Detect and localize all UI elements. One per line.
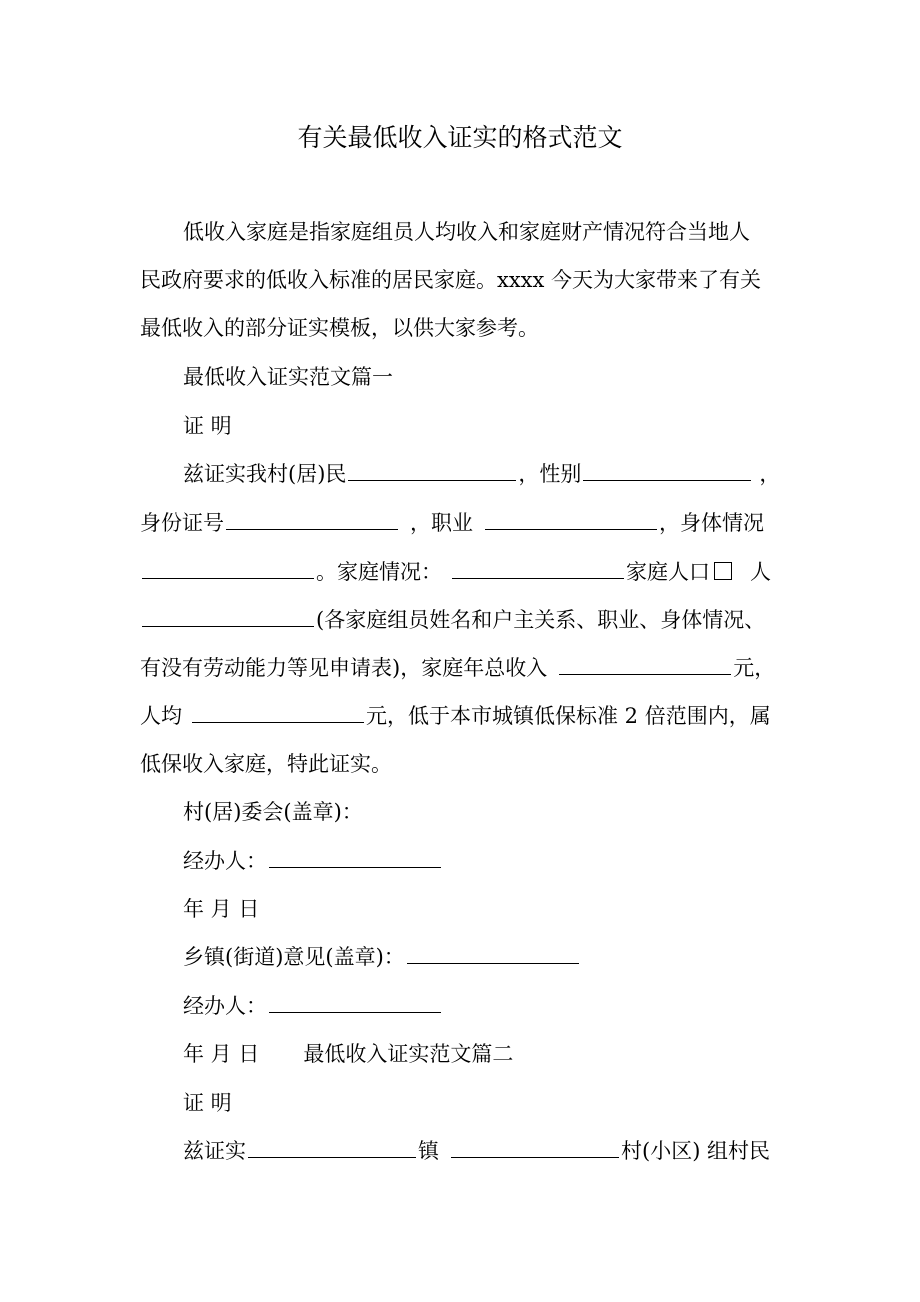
occupation-blank[interactable]	[485, 507, 657, 530]
intro-line-3: 最低收入的部分证实模板，以供大家参考。	[140, 316, 539, 340]
township-opinion-line	[183, 941, 790, 973]
handler-line-1	[183, 845, 790, 877]
section2-cert-label: 证 明	[183, 1091, 232, 1115]
id-number-blank[interactable]	[226, 507, 398, 530]
section2-heading: 最低收入证实范文篇二	[303, 1042, 514, 1066]
text: 兹证实我村(居)民	[183, 462, 347, 486]
section1-para-line-1	[183, 458, 790, 490]
handler-blank-2[interactable]	[269, 990, 441, 1013]
committee-seal-label: 村(居)委会(盖章)：	[183, 800, 363, 824]
handler-line-2	[183, 990, 790, 1022]
text: 人	[750, 560, 771, 584]
checkbox-square-icon	[714, 562, 732, 580]
intro-line-2: 民政府要求的低收入标准的居民家庭。xxxx 今天为大家带来了有关	[140, 268, 762, 292]
date-line-2	[183, 1038, 790, 1070]
text: 村(小区) 组村民	[621, 1139, 771, 1163]
section1-para-line-7: 低保收入家庭，特此证实。	[140, 752, 392, 776]
text: 人均	[140, 704, 182, 728]
text: 元，低于本市城镇低保标准 2 倍范围内，属	[366, 704, 771, 728]
section1-cert-label: 证 明	[183, 414, 232, 438]
text: 乡镇(街道)意见(盖章)：	[183, 945, 405, 969]
family-situation-blank[interactable]	[452, 556, 624, 579]
township-opinion-blank[interactable]	[407, 941, 579, 964]
name-blank[interactable]	[348, 458, 516, 481]
date-line-1: 年 月 日	[183, 897, 260, 921]
text: 兹证实	[183, 1139, 246, 1163]
text: 经办人：	[183, 849, 267, 873]
section2-para-line-1	[183, 1135, 790, 1167]
per-capita-blank[interactable]	[192, 700, 364, 723]
section1-para-line-4	[140, 604, 790, 636]
annual-income-blank[interactable]	[559, 652, 731, 675]
family-members-blank[interactable]	[142, 604, 314, 627]
text: 家庭人口	[626, 560, 710, 584]
text: 经办人：	[183, 994, 267, 1018]
section1-heading: 最低收入证实范文篇一	[183, 365, 393, 389]
intro-line-1: 低收入家庭是指家庭组员人均收入和家庭财产情况符合当地人	[183, 220, 750, 244]
text: ，职业	[410, 511, 473, 535]
text: 。家庭情况：	[316, 560, 442, 584]
text: 元，	[733, 656, 776, 680]
health-blank[interactable]	[142, 556, 314, 579]
section1-para-line-6	[140, 700, 790, 732]
text: (各家庭组员姓名和户主关系、职业、身体情况、	[316, 608, 766, 632]
gender-blank[interactable]	[583, 458, 751, 481]
document-title: 有关最低收入证实的格式范文	[297, 123, 623, 152]
text: ，性别	[518, 462, 582, 486]
handler-blank-1[interactable]	[269, 845, 441, 868]
text: 身份证号	[140, 511, 224, 535]
section1-para-line-2	[140, 507, 790, 539]
text: ，身体情况	[659, 511, 764, 535]
section1-para-line-5	[140, 652, 790, 684]
text: 有没有劳动能力等见申请表)，家庭年总收入	[140, 656, 548, 680]
village-blank[interactable]	[451, 1135, 619, 1158]
text: ，	[759, 462, 781, 486]
section1-para-line-3	[140, 556, 790, 588]
town-blank[interactable]	[248, 1135, 416, 1158]
text: 镇	[418, 1139, 439, 1163]
text: 年 月 日	[183, 1042, 260, 1066]
